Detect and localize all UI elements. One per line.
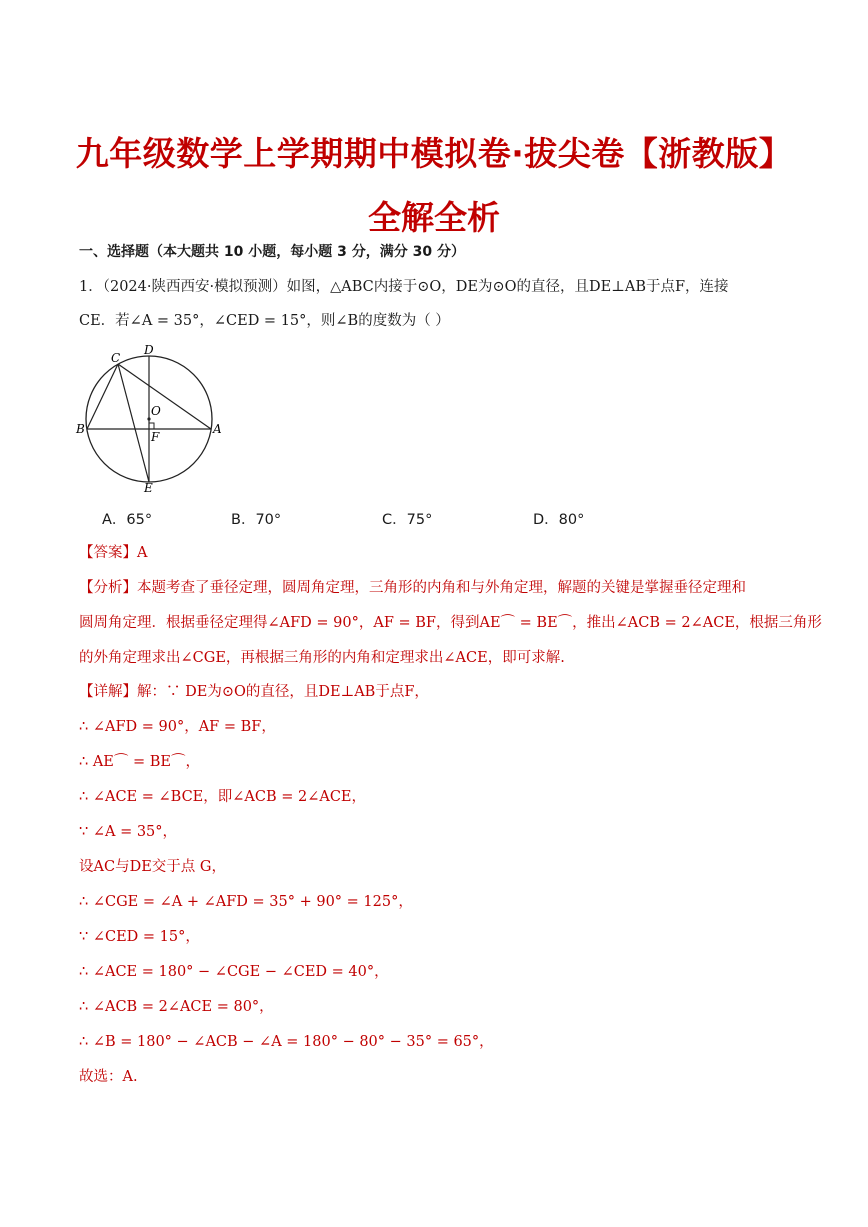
document-subtitle: 全解全析 [368,198,500,237]
label-d: D [144,343,154,357]
segment-cb [87,364,118,429]
detail-line-7: ∴ ∠CGE = ∠A + ∠AFD = 35° + 90° = 125°， [79,894,413,910]
analysis-line-2: 圆周角定理．根据垂径定理得∠AFD = 90°，AF = BF，得到AE⌒ = BE⌒，推出∠ACB = 2∠ACE，根据三角形 [79,615,822,631]
answer-line: 【答案】A [79,545,148,561]
choice-c: C．75° [382,512,433,528]
label-a: A [213,422,222,436]
section-header: 一、选择题（本大题共 10 小题，每小题 3 分，满分 30 分） [79,244,465,260]
detail-line-4: ∴ ∠ACE = ∠BCE，即∠ACB = 2∠ACE， [79,789,367,805]
detail-line-12: 故选：A. [79,1069,138,1085]
analysis-line-1: 【分析】本题考查了垂径定理，圆周角定理，三角形的内角和与外角定理，解题的关键是掌握垂径定理和 [79,580,746,596]
detail-line-2: ∴ ∠AFD = 90°，AF = BF， [79,719,276,735]
detail-line-10: ∴ ∠ACB = 2∠ACE = 80°， [79,999,274,1015]
label-b: B [76,422,85,436]
detail-line-5: ∵ ∠A = 35°， [79,824,178,840]
choice-d: D．80° [533,512,585,528]
label-o: O [151,404,161,418]
label-f: F [151,430,160,444]
analysis-line-3: 的外角定理求出∠CGE，再根据三角形的内角和定理求出∠ACE，即可求解. [79,650,565,666]
question-line-2: CE．若∠A = 35°，∠CED = 15°，则∠B的度数为（ ） [79,313,450,329]
detail-line-3: ∴ AE⌒ = BE⌒， [79,754,200,770]
label-e: E [144,481,153,492]
choice-a: A．65° [102,512,153,528]
choice-b: B．70° [231,512,282,528]
detail-line-11: ∴ ∠B = 180° − ∠ACB − ∠A = 180° − 80° − 35° = 65°， [79,1034,494,1050]
question-line-1: 1．（2024·陕西西安·模拟预测）如图，△ABC内接于⊙O，DE为⊙O的直径，且DE⊥AB于点F，连接 [79,279,729,295]
detail-line-9: ∴ ∠ACE = 180° − ∠CGE − ∠CED = 40°， [79,964,389,980]
detail-line-1: 【详解】解：∵ DE为⊙O的直径，且DE⊥AB于点F， [79,684,429,700]
detail-line-8: ∵ ∠CED = 15°， [79,929,200,945]
geometry-figure [74,340,224,492]
document-title: 九年级数学上学期期中模拟卷·拔尖卷【浙教版】 [75,134,793,173]
detail-line-6: 设AC与DE交于点 G， [79,859,226,875]
right-angle-mark [149,423,154,429]
label-c: C [111,351,121,365]
